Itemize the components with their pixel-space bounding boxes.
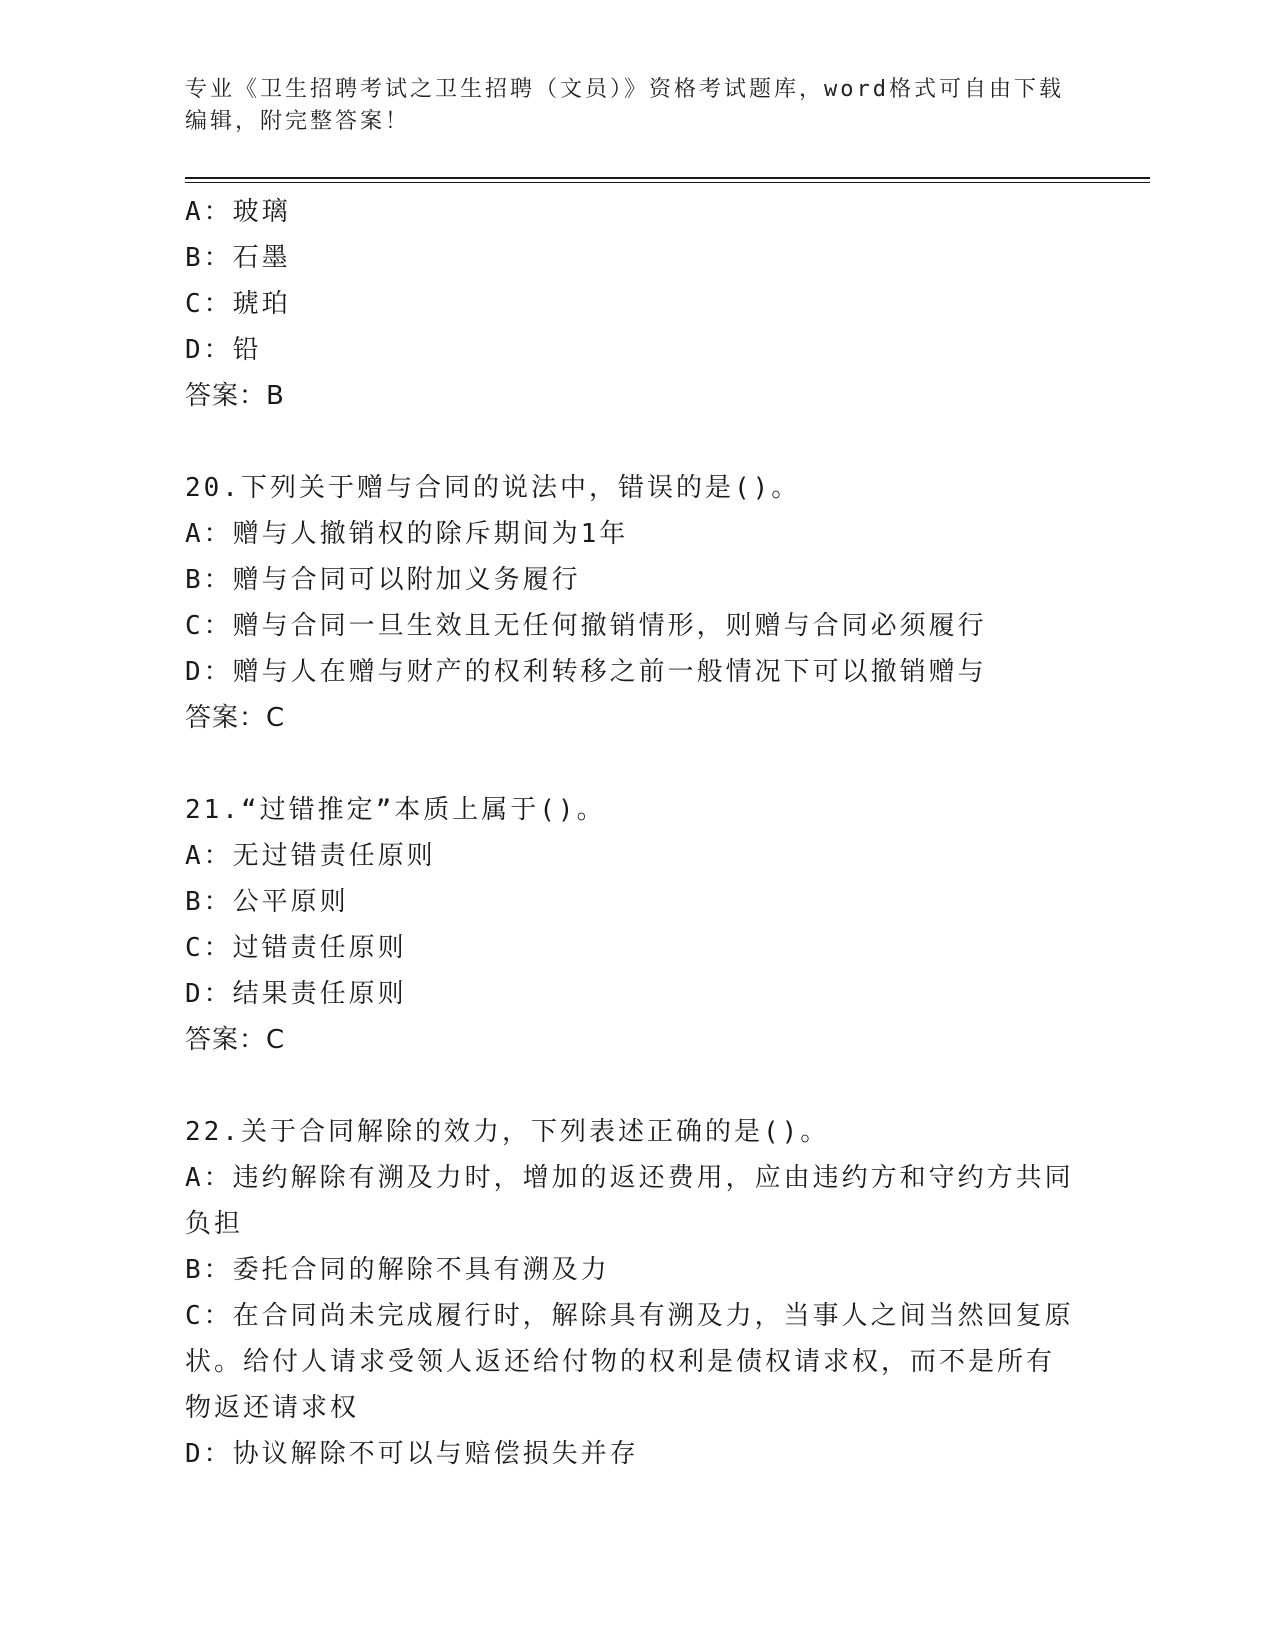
q21-option-d: D：结果责任原则 xyxy=(185,979,407,1009)
q20-option-c: C：赠与合同一旦生效且无任何撤销情形，则赠与合同必须履行 xyxy=(185,611,987,641)
q21-option-c: C：过错责任原则 xyxy=(185,933,407,963)
q20-answer: 答案：C xyxy=(185,703,286,733)
q22-option-b: B：委托合同的解除不具有溯及力 xyxy=(185,1255,610,1285)
q22-option-c-line-2: 状。给付人请求受领人返还给付物的权利是债权请求权，而不是所有 xyxy=(185,1347,1056,1377)
header-line-1: 专业《卫生招聘考试之卫生招聘（文员）》资格考试题库，word格式可自由下载 xyxy=(185,77,1064,102)
q20-option-d: D：赠与人在赠与财产的权利转移之前一般情况下可以撤销赠与 xyxy=(185,657,987,687)
question-19-block xyxy=(185,189,1075,419)
q22-option-a-line-2: 负担 xyxy=(185,1209,244,1239)
document-header xyxy=(185,74,1075,138)
q21-option-b: B：公平原则 xyxy=(185,887,349,917)
q22-option-d: D：协议解除不可以与赔偿损失并存 xyxy=(185,1439,639,1469)
q20-option-a: A：赠与人撤销权的除斥期间为1年 xyxy=(185,519,629,549)
q22-question: 22.关于合同解除的效力，下列表述正确的是()。 xyxy=(185,1117,830,1147)
header-line-2: 编辑，附完整答案！ xyxy=(185,109,411,134)
q19-option-a: A：玻璃 xyxy=(185,197,291,227)
q22-option-c-line-3: 物返还请求权 xyxy=(185,1393,360,1423)
question-20-block xyxy=(185,465,1075,741)
q21-answer: 答案：C xyxy=(185,1025,286,1055)
q19-option-c: C：琥珀 xyxy=(185,289,291,319)
spacer xyxy=(185,419,1075,465)
question-21-block xyxy=(185,787,1075,1063)
q22-option-c-line-1: C：在合同尚未完成履行时，解除具有溯及力，当事人之间当然回复原 xyxy=(185,1301,1074,1331)
question-list xyxy=(185,189,1075,1477)
spacer xyxy=(185,741,1075,787)
q20-option-b: B：赠与合同可以附加义务履行 xyxy=(185,565,581,595)
q22-option-a-line-1: A：违约解除有溯及力时，增加的返还费用，应由违约方和守约方共同 xyxy=(185,1163,1074,1193)
q19-option-d: D：铅 xyxy=(185,335,262,365)
q19-answer: 答案：B xyxy=(185,381,285,411)
q20-question: 20.下列关于赠与合同的说法中，错误的是()。 xyxy=(185,473,801,503)
q21-question: 21.“过错推定”本质上属于()。 xyxy=(185,795,606,825)
q21-option-a: A：无过错责任原则 xyxy=(185,841,436,871)
spacer xyxy=(185,1063,1075,1109)
question-22-block xyxy=(185,1109,1075,1477)
header-divider-thin xyxy=(185,182,1150,183)
q19-option-b: B：石墨 xyxy=(185,243,291,273)
header-divider-thick xyxy=(185,177,1150,179)
